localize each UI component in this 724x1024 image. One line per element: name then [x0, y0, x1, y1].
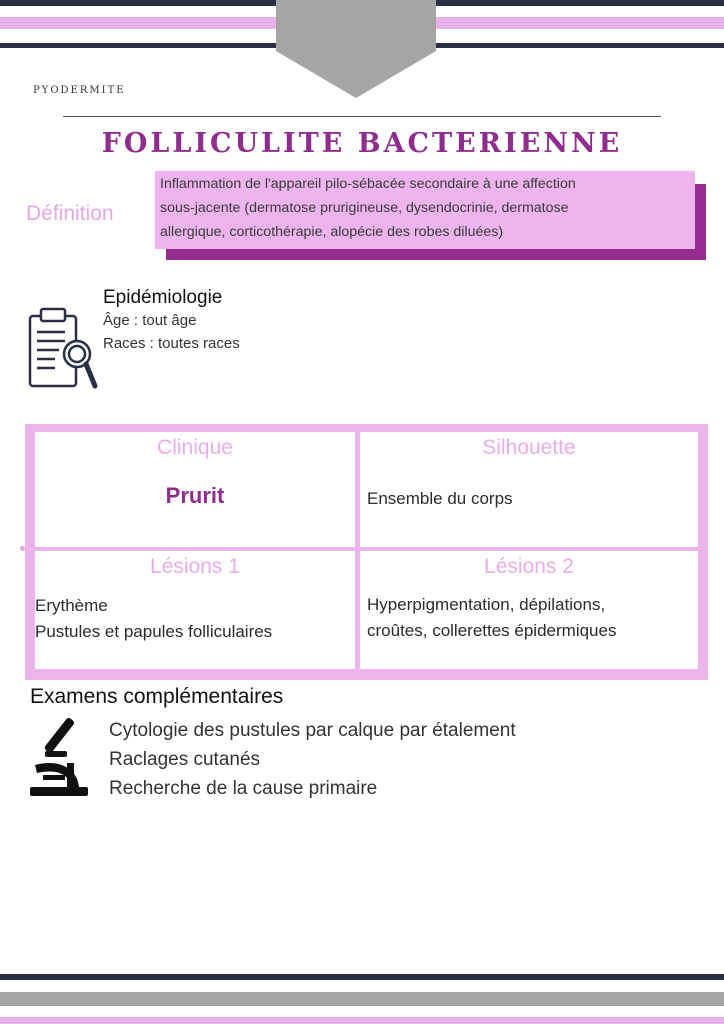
bottom-stripe-pink: [0, 1017, 724, 1024]
exam-item: Cytologie des pustules par calque par étalement: [109, 720, 516, 741]
divider: [63, 116, 661, 117]
definition-line: allergique, corticothérapie, alopécie des robes diluées): [160, 224, 504, 240]
bottom-stripe-grey: [0, 992, 724, 1006]
lesions-1-title: Lésions 1: [150, 555, 240, 578]
silhouette-value: Ensemble du corps: [367, 489, 513, 508]
cell-silhouette: [360, 432, 698, 547]
clinique-value: Prurit: [165, 483, 225, 508]
header-pentagon: [276, 0, 436, 98]
cell-clinique: [35, 432, 355, 547]
clinical-grid: [25, 424, 708, 680]
lesions-1-text: [35, 593, 272, 645]
cell-lesions-2: [360, 551, 698, 669]
bottom-stripe-navy: [0, 974, 724, 980]
category-label: PYODERMITE: [33, 85, 126, 96]
lesions-1-line: Erythème: [35, 596, 108, 615]
microscope-icon: [27, 713, 93, 799]
lesions-2-line: croûtes, collerettes épidermiques: [367, 621, 617, 640]
cell-lesions-1: [35, 551, 355, 669]
exams-title: Examens complémentaires: [30, 685, 284, 708]
exam-item: Raclages cutanés: [109, 749, 261, 770]
lesions-1-line: Pustules et papules folliculaires: [35, 622, 273, 641]
definition-line: Inflammation de l'appareil pilo-sébacée secondaire à une affection: [160, 176, 576, 192]
epidemiology-title: Epidémiologie: [103, 287, 223, 308]
definition-label: Définition: [26, 202, 114, 225]
clipboard-magnifier-icon: [27, 306, 99, 390]
definition-line: sous-jacente (dermatose prurigineuse, dysendocrinie, dermatose: [160, 200, 569, 216]
lesions-2-text: [367, 592, 616, 644]
epidemiology-races: Races : toutes races: [103, 335, 240, 352]
definition-text: [160, 172, 690, 244]
lesions-2-line: Hyperpigmentation, dépilations,: [367, 595, 606, 614]
silhouette-title: Silhouette: [482, 436, 576, 459]
page-title: FOLLICULITE BACTERIENNE: [101, 128, 623, 159]
clinique-title: Clinique: [157, 436, 233, 459]
epidemiology-age: Âge : tout âge: [103, 312, 197, 329]
exam-item: Recherche de la cause primaire: [109, 778, 378, 799]
lesions-2-title: Lésions 2: [484, 555, 574, 578]
decorative-dot: [20, 546, 25, 551]
